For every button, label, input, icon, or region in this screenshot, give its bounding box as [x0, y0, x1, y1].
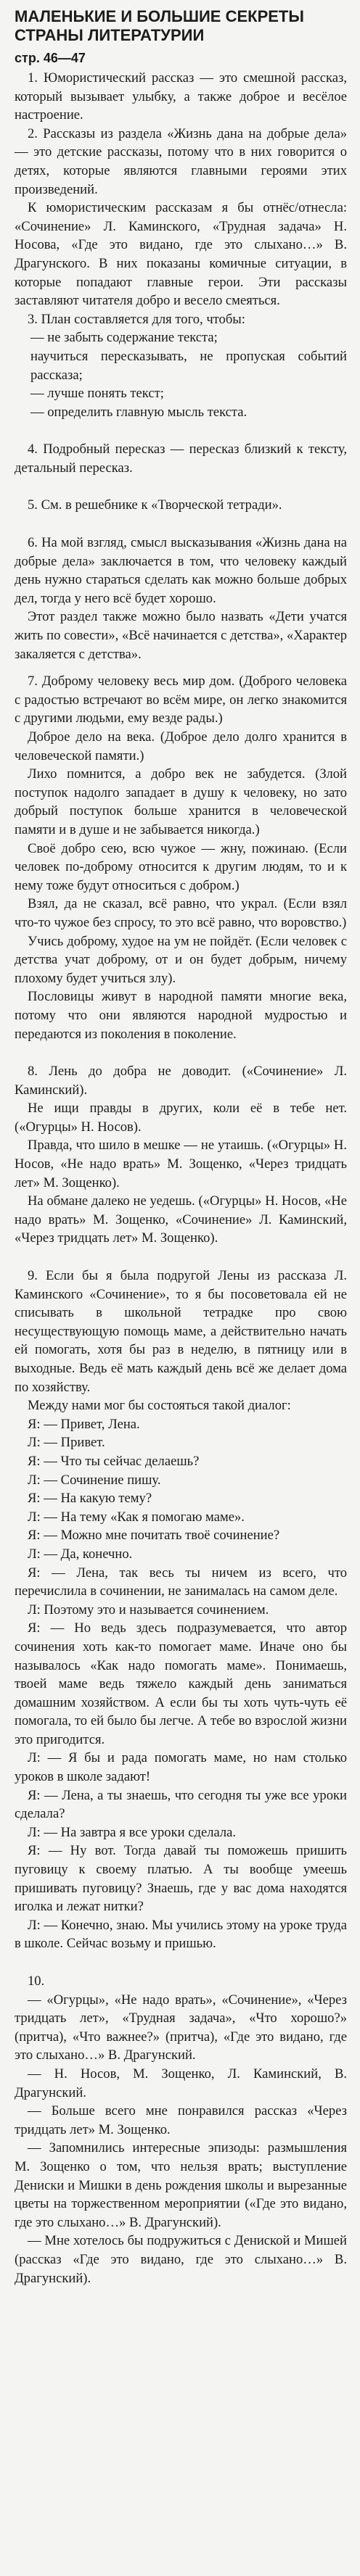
paragraph: Этот раздел также можно было назвать «Дети учатся жить по совести», «Всё начинается с детства», «Характер закаляется с детства».	[15, 609, 347, 662]
section-gap	[15, 663, 347, 672]
paragraph: 10.	[28, 1974, 45, 1989]
paragraph: Л: — Сочинение пишу.	[28, 1472, 161, 1488]
list-item: — определить главную мысль текста.	[30, 404, 248, 420]
paragraph: Л: — На тему «Как я помогаю маме».	[28, 1509, 245, 1525]
list-item: научиться пересказывать, не пропуская событий рассказа;	[30, 348, 347, 383]
paragraph: Л: — Привет.	[28, 1435, 105, 1451]
paragraph: Правда, что шило в мешке — не утаишь. («Огурцы» Н. Носов, «Не надо врать» М. Зощенко, «Через тридцать лет» М. Зощенко).	[15, 1138, 347, 1190]
paragraph: Л: — На завтра я все уроки сделала.	[28, 1824, 237, 1840]
paragraph: Я: — Что ты сейчас делаешь?	[28, 1453, 200, 1469]
paragraph: Своё добро сею, всю чужое — жну, пожинаю. (Если человек по-доброму относится к другим людям, то и к нему тоже будут относиться с добром.)	[15, 840, 347, 893]
section-gap	[15, 1248, 347, 1267]
paragraph: 1. Юмористический рассказ — это смешной рассказ, который вызывает улыбку, а также доброе и весёлое настроение.	[15, 70, 347, 123]
section-gap	[15, 1043, 347, 1062]
paragraph: — «Огурцы», «Не надо врать», «Сочинение», «Через тридцать лет», «Трудная задача», «Что хорошо?» (притча), «Что важнее?» (притча), «Где это видано, где это слыхано…» В. Драгунский.	[15, 1992, 347, 2063]
paragraph: Пословицы живут в народной памяти многие века, потому что они являются народной мудростью и передаются из поколения в поколение.	[15, 989, 347, 1042]
paragraph: — Больше всего мне понравился рассказ «Через тридцать лет» М. Зощенко.	[15, 2103, 347, 2137]
paragraph: — Н. Носов, М. Зощенко, Л. Каминский, В. Драгунский.	[15, 2066, 347, 2100]
section-gap	[15, 421, 347, 440]
page-title: МАЛЕНЬКИЕ И БОЛЬШИЕ СЕКРЕТЫ СТРАНЫ ЛИТЕРАТУРИИ	[15, 7, 304, 44]
paragraph: — Запомнились интересные эпизоды: размышления М. Зощенко о том, что нельзя врать; выступление Дениски и Мишки в день рождения школы и вырезанные цветы на торжественном мероприятии («Где это видано, где это слыхано…» В. Драгунский).	[15, 2140, 347, 2230]
paragraph: Я: — Лена, а ты знаешь, что сегодня ты уже все уроки сделала?	[15, 1787, 347, 1822]
list-item: — не забыть содержание текста;	[30, 330, 218, 346]
paragraph: 5. См. в решебнике к «Творческой тетради».	[28, 497, 282, 513]
paragraph: Я: — Но ведь здесь подразумевается, что автор сочинения хоть как-то помогает маме. Иначе оно бы называлось «Как надо помогать маме». Понимаешь, твоей маме ведь тяжело каждый день заниматься домашним хозяйством. А если бы ты хоть чуть-чуть её помогала, то ей было бы легче. А тебе во взрослой жизни это пригодится.	[15, 1620, 347, 1747]
section-gap	[15, 515, 347, 534]
paragraph: 7. Доброму человеку весь мир дом. (Доброго человека с радостью встречают во всём мире, он легко знакомится с другими людьми, ему везде рады.)	[15, 674, 347, 726]
paragraph: — Мне хотелось бы подружиться с Дениской и Мишей (рассказ «Где это видано, где это слыхано…» В. Драгунский).	[15, 2233, 347, 2286]
paragraph: Я: — Привет, Лена.	[28, 1416, 140, 1432]
paragraph: 8. Лень до добра не доводит. («Сочинение» Л. Каминский).	[15, 1064, 347, 1098]
paragraph: Л: Поэтому это и называется сочинением.	[28, 1602, 269, 1618]
paragraph: 9. Если бы я была подругой Лены из рассказа Л. Каминского «Сочинение», то я бы посоветовала ей не списывать в школьной тетрадке про свою несуществующую помощь маме, а действительно начать ей помогать, хотя бы раз в неделю, в пятницу или в выходные. Ведь её мать каждый день всё же делает дома по хозяйству.	[15, 1268, 347, 1395]
paragraph: Л: — Конечно, знаю. Мы учились этому на уроке труда в школе. Сейчас возьму и пришью.	[15, 1917, 347, 1952]
paragraph: Я: — На какую тему?	[28, 1491, 152, 1507]
document-body	[15, 69, 347, 2287]
section-gap	[15, 477, 347, 496]
page-range: стр. 46—47	[15, 51, 86, 65]
paragraph: На обмане далеко не уедешь. («Огурцы» Н. Носов, «Не надо врать» М. Зощенко, «Сочинение» Л. Каминский, «Через тридцать лет» М. Зощенко).	[15, 1193, 347, 1246]
paragraph: Л: — Я бы и рада помогать маме, но нам столько уроков в школе задают!	[15, 1750, 347, 1785]
paragraph: 3. План составляется для того, чтобы:	[28, 311, 245, 327]
paragraph: 2. Рассказы из раздела «Жизнь дана на добрые дела» — это детские рассказы, потому что в них говорится о детях, которые являются главными героями этих произведений.	[15, 125, 347, 197]
paragraph: Не ищи правды в других, коли её в тебе нет. («Огурцы» Н. Носов).	[15, 1101, 347, 1135]
paragraph: Л: — Да, конечно.	[28, 1546, 133, 1562]
list-item: — лучше понять текст;	[30, 386, 164, 402]
paragraph: Между нами мог бы состояться такой диалог:	[28, 1398, 291, 1414]
paragraph: Учись доброму, худое на ум не пойдёт. (Если человек с детства учат доброму, от и он будет добрым, ничему плохому будет учиться злу).	[15, 933, 347, 986]
paragraph: Лихо помнится, а добро век не забудется. (Злой поступок надолго западает в душу к человеку, но зато добрый поступок больше хранится в человеческой памяти и в душе и не забывается никогда.)	[15, 766, 347, 837]
paragraph: Доброе дело на века. (Доброе дело долго хранится в человеческой памяти.)	[15, 729, 347, 763]
paragraph: К юмористическим рассказам я бы отнёс/отнесла: «Сочинение» Л. Каминского, «Трудная задача» Н. Носова, «Где это видано, где это слыхано…» В. Драгунского. В них показаны комичные ситуации, в которые попадают главные герои. Эти рассказы заставляют читателя добро и весело смеяться.	[15, 200, 347, 309]
section-gap	[15, 1953, 347, 1972]
paragraph: 4. Подробный пересказ — пересказ близкий к тексту, детальный пересказ.	[15, 442, 347, 476]
paragraph: Я: — Лена, так весь ты ничем из всего, что перечислила в сочинении, не занималась на самом деле.	[15, 1565, 347, 1599]
paragraph: Я: — Можно мне почитать твоё сочинение?	[28, 1528, 280, 1544]
paragraph: Я: — Ну вот. Тогда давай ты поможешь пришить пуговицу к своему платью. А ты вообще умеешь пришивать пуговицу? Знаешь, где у вас дома находятся иголка и лежат нитки?	[15, 1843, 347, 1915]
paragraph: 6. На мой взгляд, смысл высказывания «Жизнь дана на добрые дела» заключается в том, что человеку каждый день нужно стараться сделать как можно больше добрых дел, тогда у него всё будет хорошо.	[15, 535, 347, 606]
paragraph: Взял, да не сказал, всё равно, что украл. (Если взял что-то чужое без спросу, то это всё равно, что воровство.)	[15, 896, 347, 930]
